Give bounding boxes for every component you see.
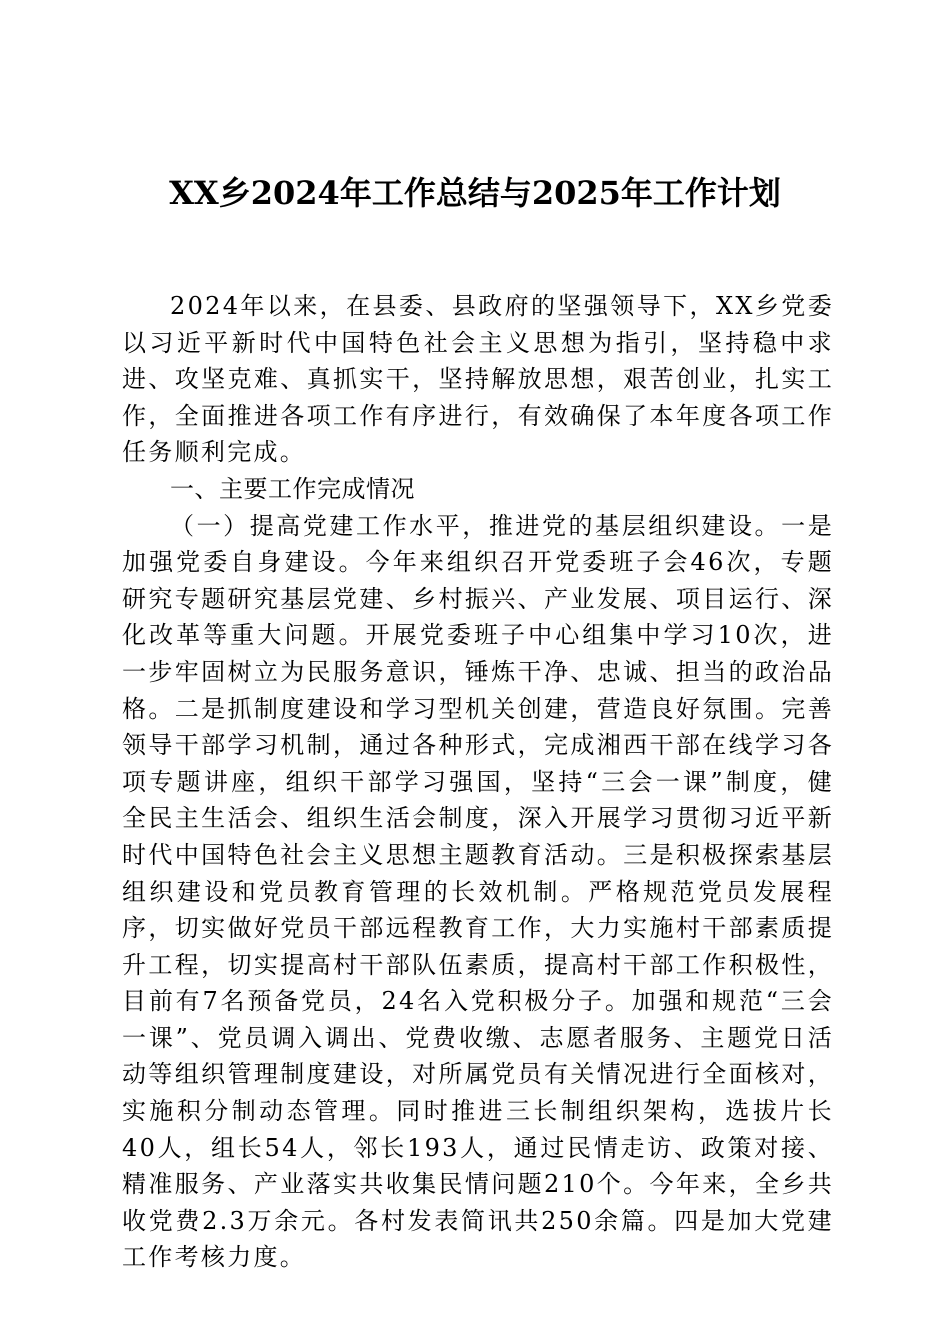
document-title: XX乡2024年工作总结与2025年工作计划	[169, 174, 781, 212]
body-paragraph: （一）提高党建工作水平，推进党的基层组织建设。一是加强党委自身建设。今年来组织召开党委班子会46次，专题研究专题研究基层党建、乡村振兴、产业发展、项目运行、深化改革等重大问题。开展党委班子中心组集中学习10次，进一步牢固树立为民服务意识，锤炼干净、忠诚、担当的政治品格。二是抓制度建设和学习型机关创建，营造良好氛围。完善领导干部学习机制，通过各种形式，完成湘西干部在线学习各项专题讲座，组织干部学习强国，坚持“三会一课”制度，健全民主生活会、组织生活会制度，深入开展学习贯彻习近平新时代中国特色社会主义思想主题教育活动。三是积极探索基层组织建设和党员教育管理的长效机制。严格规范党员发展程序，切实做好党员干部远程教育工作，大力实施村干部素质提升工程，切实提高村干部队伍素质，提高村干部工作积极性，目前有7名预备党员，24名入党积极分子。加强和规范“三会一课”、党员调入调出、党费收缴、志愿者服务、主题党日活动等组织管理制度建设，对所属党员有关情况进行全面核对，实施积分制动态管理。同时推进三长制组织架构，选拔片长40人，组长54人，邻长193人，通过民情走访、政策对接、精准服务、产业落实共收集民情问题210个。今年来，全乡共收党费2.3万余元。各村发表简讯共250余篇。四是加大党建工作考核力度。	[122, 511, 834, 1272]
intro-paragraph: 2024年以来，在县委、县政府的坚强领导下，XX乡党委以习近平新时代中国特色社会主义思想为指引，坚持稳中求进、攻坚克难、真抓实干，坚持解放思想，艰苦创业，扎实工作，全面推进各项工作有序进行，有效确保了本年度各项工作任务顺利完成。	[122, 292, 834, 467]
document-body	[122, 288, 834, 1276]
section-heading: 一、主要工作完成情况	[170, 474, 415, 503]
